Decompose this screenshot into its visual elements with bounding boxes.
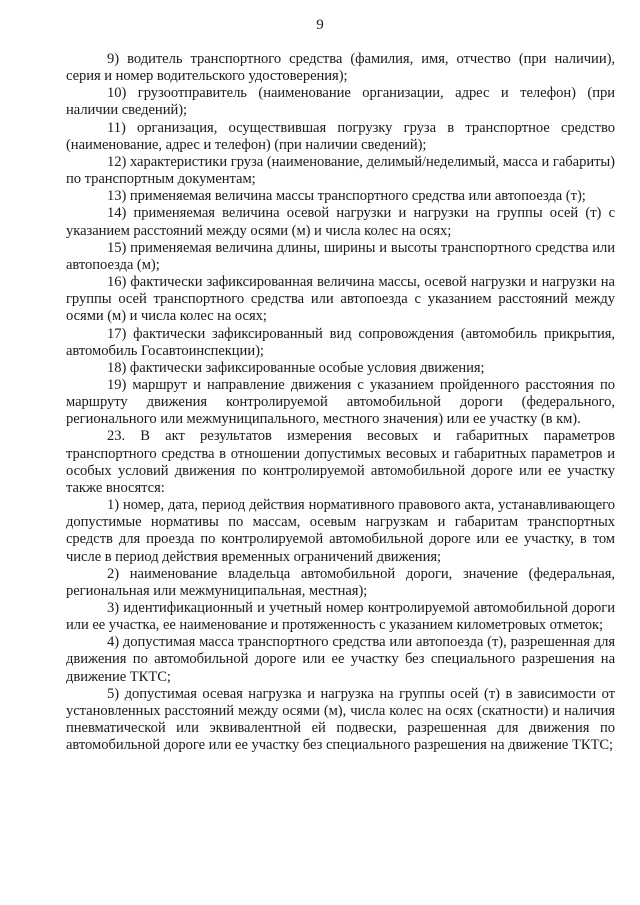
list-item-19-route: 19) маршрут и направление движения с указанием пройденного расстояния по маршруту движения контролируемой автомобильной дороги (федерального, регионального или межмуниципального, местного значения) или ее участку (в км).: [66, 376, 615, 428]
section-23-item-3-road-identifier: 3) идентификационный и учетный номер контролируемой автомобильной дороги или ее участка, ее наименование и протяженность с указанием километровых отметок;: [66, 600, 615, 634]
section-23-item-5-permitted-axle-load: 5) допустимая осевая нагрузка и нагрузка на группы осей (т) в зависимости от установленных расстояний между осями (м), числа колес на осях (скатности) и наличия пневматической или эквивалентной ей подвески, разрешенная для движения по автомобильной дороге или ее участку без специального разрешения на движение ТКТС;: [66, 685, 615, 754]
list-item-16-recorded-mass-and-loads: 16) фактически зафиксированная величина массы, осевой нагрузки и нагрузки на группы осей транспортного средства или автопоезда с указанием расстояний между осями (м) и числа колес на осях;: [66, 274, 615, 325]
document-body: [66, 51, 615, 754]
section-23-intro: 23. В акт результатов измерения весовых и габаритных параметров транспортного средства в отношении допустимых весовых и габаритных параметров и особых условий движения по контролируемой автомобильной дороге или ее участку также вносятся:: [66, 428, 615, 496]
list-item-10-consignor: 10) грузоотправитель (наименование организации, адрес и телефон) (при наличии сведений);: [66, 85, 615, 119]
list-item-18-recorded-special-conditions: 18) фактически зафиксированные особые условия движения;: [107, 359, 485, 376]
list-item-13-applied-mass: 13) применяемая величина массы транспортного средства или автопоезда (т);: [107, 188, 586, 205]
list-item-12-cargo-characteristics: 12) характеристики груза (наименование, делимый/неделимый, масса и габариты) по транспортным документам;: [66, 153, 615, 188]
section-23-item-2-road-owner: 2) наименование владельца автомобильной дороги, значение (федеральная, региональная или межмуниципальная, местная);: [66, 565, 615, 599]
page-number: 9: [316, 17, 324, 33]
list-item-15-applied-dimensions: 15) применяемая величина длины, ширины и высоты транспортного средства или автопоезда (м);: [66, 239, 615, 273]
list-item-11-loading-organization: 11) организация, осуществившая погрузку груза в транспортное средство (наименование, адрес и телефон) (при наличии сведений);: [66, 119, 615, 153]
section-23-item-4-permitted-mass: 4) допустимая масса транспортного средства или автопоезда (т), разрешенная для движения по автомобильной дороге или ее участку без специального разрешения на движение ТКТС;: [66, 634, 615, 685]
list-item-9-driver: 9) водитель транспортного средства (фамилия, имя, отчество (при наличии), серия и номер водительского удостоверения);: [66, 51, 615, 85]
section-23-item-1-normative-act: 1) номер, дата, период действия нормативного правового акта, устанавливающего допустимые нормативы по массам, осевым нагрузкам и габаритам транспортных средств для проезда по контролируемой автомобильной дороге или ее участку, в том числе в период действия временных ограничений движения;: [66, 497, 615, 565]
list-item-17-recorded-escort: 17) фактически зафиксированный вид сопровождения (автомобиль прикрытия, автомобиль Госавтоинспекции);: [66, 325, 615, 359]
list-item-14-applied-axle-load: 14) применяемая величина осевой нагрузки и нагрузки на группы осей (т) с указанием расстояний между осями (м) и числа колес на осях;: [66, 205, 615, 239]
